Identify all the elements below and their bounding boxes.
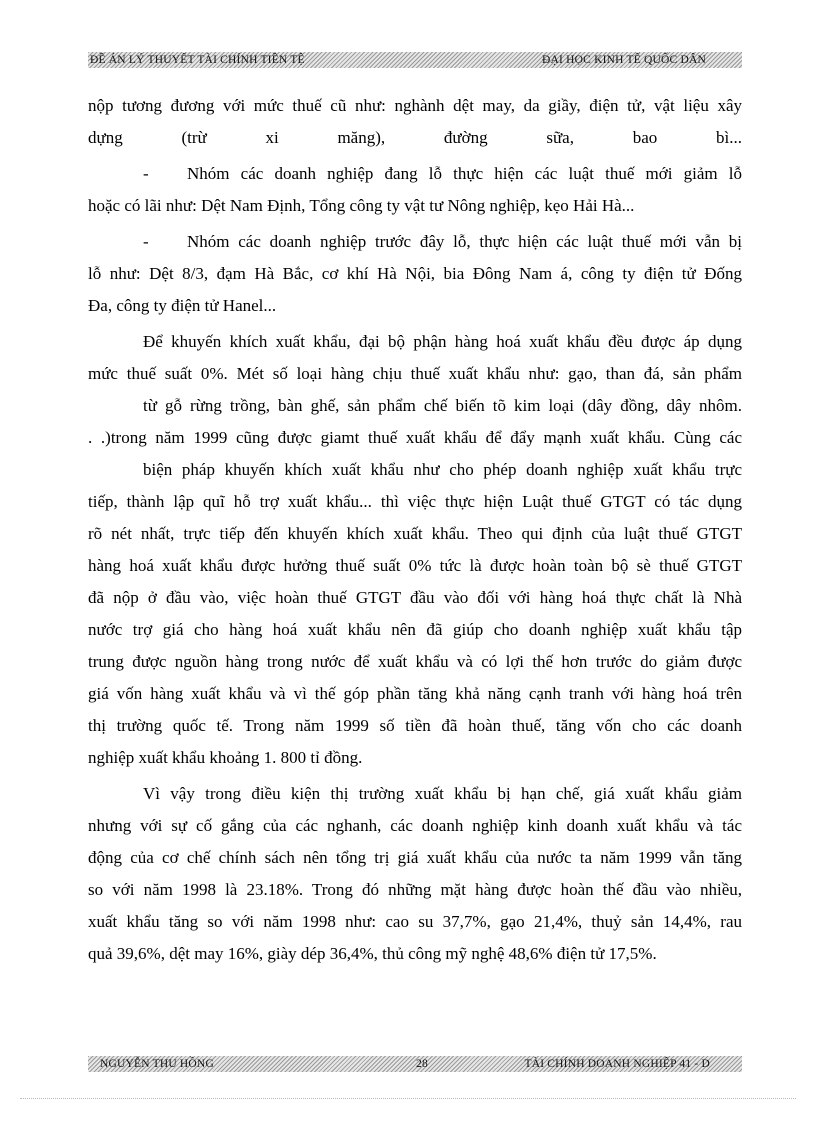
text-line: mức thuế suất 0%. Mét số loại hàng chịu thuế xuất khẩu như: gạo, than đá, sản phẩm [88,364,742,383]
text-line: xuất khẩu tăng so với năm 1998 như: cao su 37,7%, gạo 21,4%, thuỷ sản 14,4%, rau [88,912,742,931]
text-line: Đa, công ty điện tử Hanel... [88,296,277,315]
text-line: giá vốn hàng xuất khẩu và vì thế góp phần tăng khả năng cạnh tranh với hàng hoá trên [88,684,742,703]
footer-author: NGUYỄN THU HỒNG [100,1058,214,1070]
text-line: hàng hoá xuất khẩu được hưởng thuế suất 0% tức là được hoàn toàn bộ sè thuế GTGT [88,556,742,575]
header-course-title: ĐỀ ÁN LÝ THUYẾT TÀI CHÍNH TIỀN TỆ [90,54,305,66]
bullet-dash: - [143,164,149,183]
text-line: Vì vậy trong điều kiện thị trường xuất khẩu bị hạn chế, giá xuất khẩu giảm [143,784,742,803]
page-footer [88,1056,742,1072]
page-header [88,52,742,68]
text-line: trung được nguồn hàng trong nước để xuất khẩu và có lợi thế hơn trước do giảm được [88,652,742,671]
text-line: Để khuyến khích xuất khẩu, đại bộ phận hàng hoá xuất khẩu đều được áp dụng [143,332,742,351]
text-line: Nhóm các doanh nghiệp đang lỗ thực hiện các luật thuế mới giảm lỗ [187,164,742,183]
page-number: 28 [416,1058,428,1070]
text-line: hoặc có lãi như: Dệt Nam Định, Tổng công ty vật tư Nông nghiệp, kẹo Hải Hà... [88,196,635,215]
text-line: Nhóm các doanh nghiệp trước đây lỗ, thực hiện các luật thuế mới vẫn bị [187,232,742,251]
text-line: động của cơ chế chính sách nên tổng trị giá xuất khẩu của nước ta năm 1999 vẫn tăng [88,848,742,867]
text-line: đã nộp ở đầu vào, việc hoàn thuế GTGT đầu vào đối với hàng hoá thực chất là Nhà [88,588,742,607]
text-line: . .)trong năm 1999 cũng được giamt thuế xuất khẩu để đẩy mạnh xuất khẩu. Cùng các [88,428,742,447]
text-line: từ gỗ rừng trồng, bàn ghế, sản phẩm chế biến tõ kim loại (dây đồng, dây nhôm. [143,396,742,415]
header-university: ĐẠI HỌC KINH TẾ QUỐC DÂN [542,54,706,66]
text-line: nộp tương đương với mức thuế cũ như: nghành dệt may, da giầy, điện tử, vật liệu xây [88,96,742,115]
text-line: nghiệp xuất khẩu khoảng 1. 800 tỉ đồng. [88,748,363,767]
text-line: quả 39,6%, dệt may 16%, giày dép 36,4%, thủ công mỹ nghệ 48,6% điện tử 17,5%. [88,944,657,963]
text-line: nhưng với sự cố gắng của các nghanh, các doanh nghiệp kinh doanh xuất khẩu và tác [88,816,742,835]
text-line: lỗ như: Dệt 8/3, đạm Hà Bắc, cơ khí Hà Nội, bia Đông Nam á, công ty điện tử Đống [88,264,742,283]
page-bottom-divider [20,1098,796,1099]
bullet-dash: - [143,232,149,251]
footer-class: TÀI CHÍNH DOANH NGHIỆP 41 - D [524,1058,710,1070]
text-line: dựng (trừ xi măng), đường sữa, bao bì... [88,128,742,147]
text-line: nước trợ giá cho hàng hoá xuất khẩu nên đã giúp cho doanh nghiệp xuất khẩu tập [88,620,742,639]
text-line: thị trường quốc tế. Trong năm 1999 số tiền đã hoàn thuế, tăng vốn cho các doanh [88,716,742,735]
text-line: tiếp, thành lập quĩ hỗ trợ xuất khẩu... thì việc thực hiện Luật thuế GTGT có tác dụng [88,492,742,511]
text-line: biện pháp khuyến khích xuất khẩu như cho phép doanh nghiệp xuất khẩu trực [143,460,742,479]
text-line: rõ nét nhất, trực tiếp đến khuyến khích xuất khẩu. Theo qui định của luật thuế GTGT [88,524,742,543]
text-line: so với năm 1998 là 23.18%. Trong đó những mặt hàng được hoàn thế đầu vào nhiều, [88,880,742,899]
